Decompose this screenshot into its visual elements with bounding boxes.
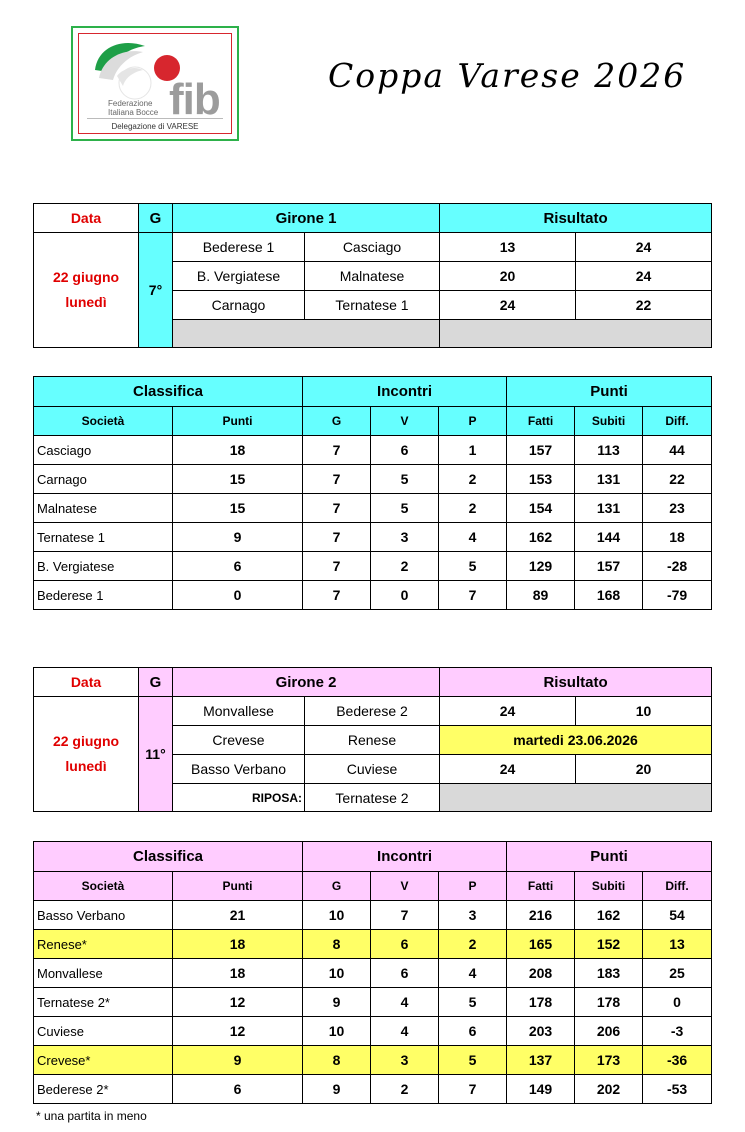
team-subiti: 206 (575, 1017, 643, 1046)
col-subiti: Subiti (575, 872, 643, 901)
team-fatti: 178 (507, 988, 575, 1017)
away-team: Bederese 2 (305, 697, 440, 726)
away-team: Cuviese (305, 755, 440, 784)
team-punti: 6 (173, 552, 303, 581)
team-punti: 12 (173, 988, 303, 1017)
team-v: 6 (371, 436, 439, 465)
team-punti: 9 (173, 523, 303, 552)
logo-fib-text: fib (169, 75, 220, 124)
team-p: 5 (439, 988, 507, 1017)
table-row (34, 1075, 712, 1104)
team-p: 6 (439, 1017, 507, 1046)
team-p: 2 (439, 494, 507, 523)
team-g: 7 (303, 494, 371, 523)
team-punti: 6 (173, 1075, 303, 1104)
away-team: Casciago (305, 233, 440, 262)
team-fatti: 129 (507, 552, 575, 581)
col-v: V (371, 872, 439, 901)
team-v: 3 (371, 1046, 439, 1075)
date-weekday: lunedì (65, 758, 107, 774)
team-fatti: 203 (507, 1017, 575, 1046)
data-header: Data (34, 204, 139, 233)
team-subiti: 173 (575, 1046, 643, 1075)
team-v: 6 (371, 959, 439, 988)
team-punti: 0 (173, 581, 303, 610)
table-row (34, 465, 712, 494)
table-row (34, 959, 712, 988)
team-diff: -36 (643, 1046, 712, 1075)
risultato-header: Risultato (440, 204, 712, 233)
team-p: 2 (439, 930, 507, 959)
team-p: 2 (439, 465, 507, 494)
postponed-date: martedi 23.06.2026 (440, 726, 712, 755)
team-g: 10 (303, 901, 371, 930)
score-away: 24 (576, 262, 712, 291)
team-g: 8 (303, 1046, 371, 1075)
team-diff: -3 (643, 1017, 712, 1046)
team-fatti: 162 (507, 523, 575, 552)
team-fatti: 137 (507, 1046, 575, 1075)
team-g: 9 (303, 988, 371, 1017)
team-g: 7 (303, 436, 371, 465)
score-away: 22 (576, 291, 712, 320)
team-name: B. Vergiatese (34, 552, 173, 581)
giornata-cell: 7° (139, 233, 173, 348)
col-societa: Società (34, 872, 173, 901)
team-subiti: 162 (575, 901, 643, 930)
team-punti: 18 (173, 436, 303, 465)
score-away: 24 (576, 233, 712, 262)
team-subiti: 178 (575, 988, 643, 1017)
score-home: 24 (440, 755, 576, 784)
team-name: Renese* (34, 930, 173, 959)
team-subiti: 144 (575, 523, 643, 552)
team-punti: 21 (173, 901, 303, 930)
team-fatti: 216 (507, 901, 575, 930)
team-diff: 23 (643, 494, 712, 523)
team-g: 7 (303, 581, 371, 610)
score-away: 10 (576, 697, 712, 726)
home-team: Carnago (173, 291, 305, 320)
table-row (34, 494, 712, 523)
team-p: 4 (439, 523, 507, 552)
team-g: 10 (303, 959, 371, 988)
team-diff: -53 (643, 1075, 712, 1104)
page-title: Coppa Varese 2026 (328, 56, 687, 95)
home-team: B. Vergiatese (173, 262, 305, 291)
team-subiti: 157 (575, 552, 643, 581)
team-fatti: 208 (507, 959, 575, 988)
incontri-header: Incontri (303, 377, 507, 407)
date-weekday: lunedì (65, 294, 107, 310)
away-team: Malnatese (305, 262, 440, 291)
away-team: Renese (305, 726, 440, 755)
col-diff: Diff. (643, 407, 712, 436)
col-societa: Società (34, 407, 173, 436)
table-row (34, 988, 712, 1017)
col-subiti: Subiti (575, 407, 643, 436)
team-g: 8 (303, 930, 371, 959)
team-v: 0 (371, 581, 439, 610)
girone2-results-table (33, 667, 712, 812)
table-row (34, 552, 712, 581)
team-p: 3 (439, 901, 507, 930)
team-g: 7 (303, 465, 371, 494)
date-day: 22 giugno (52, 733, 120, 749)
table-row (34, 523, 712, 552)
team-name: Cuviese (34, 1017, 173, 1046)
team-g: 10 (303, 1017, 371, 1046)
girone1-results-table (33, 203, 712, 348)
giornata-cell: 11° (139, 697, 173, 812)
team-g: 7 (303, 552, 371, 581)
col-punti: Punti (173, 407, 303, 436)
score-home: 13 (440, 233, 576, 262)
table-row (34, 581, 712, 610)
girone-header: Girone 1 (173, 204, 440, 233)
team-diff: 18 (643, 523, 712, 552)
girone-header: Girone 2 (173, 668, 440, 697)
team-punti: 18 (173, 930, 303, 959)
home-team: Basso Verbano (173, 755, 305, 784)
punti-group-header: Punti (507, 842, 712, 872)
team-v: 5 (371, 494, 439, 523)
home-team: Crevese (173, 726, 305, 755)
team-fatti: 153 (507, 465, 575, 494)
col-fatti: Fatti (507, 407, 575, 436)
team-name: Carnago (34, 465, 173, 494)
match-date (34, 697, 139, 812)
col-g: G (303, 407, 371, 436)
team-p: 7 (439, 1075, 507, 1104)
g-header: G (139, 204, 173, 233)
riposa-label: RIPOSA: (173, 784, 305, 812)
team-fatti: 154 (507, 494, 575, 523)
team-name: Malnatese (34, 494, 173, 523)
logo-divider (87, 118, 223, 119)
incontri-header: Incontri (303, 842, 507, 872)
team-p: 5 (439, 1046, 507, 1075)
team-name: Casciago (34, 436, 173, 465)
team-p: 4 (439, 959, 507, 988)
team-subiti: 131 (575, 465, 643, 494)
logo-federation-text (108, 99, 158, 117)
punti-group-header: Punti (507, 377, 712, 407)
team-fatti: 89 (507, 581, 575, 610)
score-away: 20 (576, 755, 712, 784)
score-home: 24 (440, 291, 576, 320)
team-v: 4 (371, 1017, 439, 1046)
footnote: * una partita in meno (36, 1109, 147, 1123)
team-punti: 9 (173, 1046, 303, 1075)
match-date (34, 233, 139, 348)
classifica-header: Classifica (34, 842, 303, 872)
home-team: Bederese 1 (173, 233, 305, 262)
team-g: 7 (303, 523, 371, 552)
team-punti: 15 (173, 465, 303, 494)
classifica1-table (33, 376, 712, 610)
away-team: Ternatese 1 (305, 291, 440, 320)
col-p: P (439, 872, 507, 901)
col-fatti: Fatti (507, 872, 575, 901)
team-subiti: 183 (575, 959, 643, 988)
team-v: 6 (371, 930, 439, 959)
empty-result-slot (440, 320, 712, 348)
table-row (34, 1017, 712, 1046)
home-team: Monvallese (173, 697, 305, 726)
team-name: Ternatese 1 (34, 523, 173, 552)
team-subiti: 168 (575, 581, 643, 610)
empty-result-slot (440, 784, 712, 812)
score-home: 24 (440, 697, 576, 726)
empty-match-slot (173, 320, 440, 348)
team-diff: -79 (643, 581, 712, 610)
team-diff: 13 (643, 930, 712, 959)
riposa-team: Ternatese 2 (305, 784, 440, 812)
team-subiti: 202 (575, 1075, 643, 1104)
team-diff: 44 (643, 436, 712, 465)
team-diff: 54 (643, 901, 712, 930)
team-diff: -28 (643, 552, 712, 581)
table-row-highlighted (34, 930, 712, 959)
team-name: Monvallese (34, 959, 173, 988)
team-name: Bederese 1 (34, 581, 173, 610)
team-name: Crevese* (34, 1046, 173, 1075)
team-g: 9 (303, 1075, 371, 1104)
team-punti: 12 (173, 1017, 303, 1046)
team-v: 2 (371, 1075, 439, 1104)
team-diff: 0 (643, 988, 712, 1017)
team-v: 7 (371, 901, 439, 930)
team-p: 1 (439, 436, 507, 465)
team-punti: 18 (173, 959, 303, 988)
team-name: Bederese 2* (34, 1075, 173, 1104)
team-p: 7 (439, 581, 507, 610)
team-v: 2 (371, 552, 439, 581)
classifica-header: Classifica (34, 377, 303, 407)
logo-italiana-label: Italiana Bocce (108, 108, 159, 117)
team-fatti: 157 (507, 436, 575, 465)
team-v: 5 (371, 465, 439, 494)
team-subiti: 113 (575, 436, 643, 465)
table-row (34, 901, 712, 930)
table-row-highlighted (34, 1046, 712, 1075)
score-home: 20 (440, 262, 576, 291)
risultato-header: Risultato (440, 668, 712, 697)
table-row (34, 436, 712, 465)
col-punti: Punti (173, 872, 303, 901)
g-header: G (139, 668, 173, 697)
col-p: P (439, 407, 507, 436)
team-p: 5 (439, 552, 507, 581)
team-v: 4 (371, 988, 439, 1017)
col-diff: Diff. (643, 872, 712, 901)
team-fatti: 149 (507, 1075, 575, 1104)
team-subiti: 152 (575, 930, 643, 959)
team-diff: 22 (643, 465, 712, 494)
logo-delegazione-text: Delegazione di VARESE (111, 122, 199, 131)
team-name: Basso Verbano (34, 901, 173, 930)
team-name: Ternatese 2* (34, 988, 173, 1017)
classifica2-table (33, 841, 712, 1104)
team-punti: 15 (173, 494, 303, 523)
team-fatti: 165 (507, 930, 575, 959)
team-subiti: 131 (575, 494, 643, 523)
data-header: Data (34, 668, 139, 697)
fib-logo (71, 26, 239, 141)
col-v: V (371, 407, 439, 436)
team-v: 3 (371, 523, 439, 552)
team-diff: 25 (643, 959, 712, 988)
logo-federazione-label: Federazione (108, 99, 153, 108)
col-g: G (303, 872, 371, 901)
date-day: 22 giugno (52, 269, 120, 285)
